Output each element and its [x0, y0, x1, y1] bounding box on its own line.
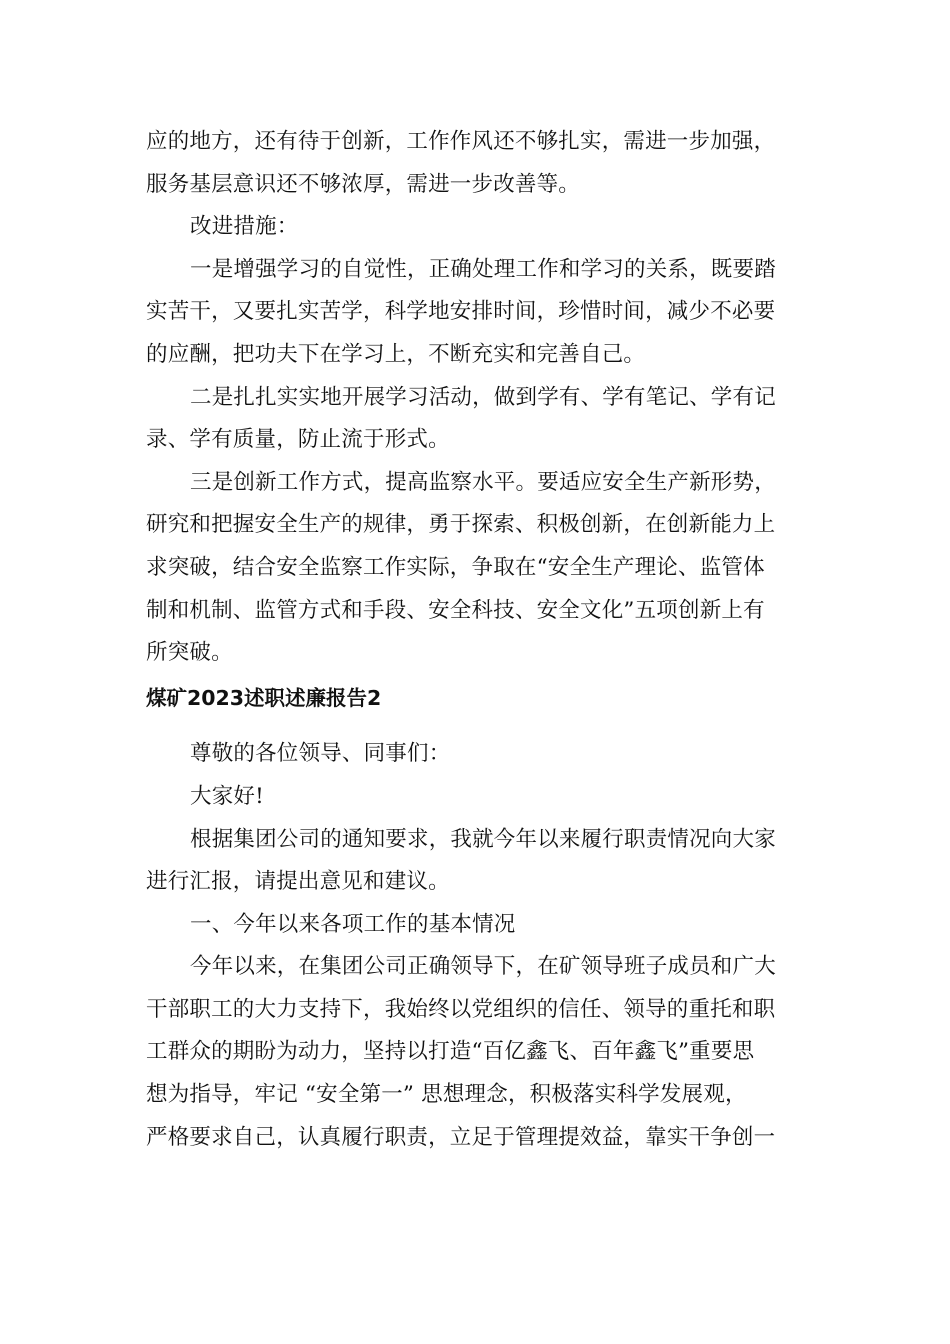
- part-one-line-2: 干部职工的大力支持下，我始终以党组织的信任、领导的重托和职: [146, 996, 776, 1022]
- measure-one-line-2: 实苦干，又要扎实苦学，科学地安排时间，珍惜时间，减少不必要: [146, 299, 776, 325]
- measure-three-line-5: 所突破。: [146, 640, 233, 666]
- intro-line-1: 根据集团公司的通知要求，我就今年以来履行职责情况向大家: [190, 826, 776, 852]
- continuation-line-2: 服务基层意识还不够浓厚，需进一步改善等。: [146, 171, 581, 197]
- measure-three-line-4: 制和机制、监管方式和手段、安全科技、安全文化”五项创新上有: [146, 597, 765, 623]
- measure-two-line-1: 二是扎扎实实地开展学习活动，做到学有、学有笔记、学有记: [190, 384, 776, 410]
- spacer: [146, 719, 806, 733]
- part-one-heading: 一、今年以来各项工作的基本情况: [190, 911, 516, 937]
- measure-three-line-1: 三是创新工作方式，提高监察水平。要适应安全生产新形势，: [190, 469, 776, 495]
- measure-one-line-1: 一是增强学习的自觉性，正确处理工作和学习的关系，既要踏: [190, 256, 776, 282]
- section-title: 煤矿2023述职述廉报告2: [146, 685, 382, 710]
- continuation-line-1: 应的地方，还有待于创新，工作作风还不够扎实，需进一步加强，: [146, 129, 776, 154]
- greeting: 大家好!: [190, 783, 264, 809]
- measure-one-line-3: 的应酬，把功夫下在学习上，不断充实和完善自己。: [146, 341, 646, 367]
- salutation: 尊敬的各位领导、同事们：: [190, 741, 451, 767]
- measure-three-line-2: 研究和把握安全生产的规律，勇于探索、积极创新，在创新能力上: [146, 512, 776, 538]
- part-one-line-4: 想为指导，牢记 “安全第一” 思想理念，积极落实科学发展观，: [146, 1082, 747, 1108]
- part-one-line-3: 工群众的期盼为动力，坚持以打造“百亿鑫飞、百年鑫飞”重要思: [146, 1039, 755, 1065]
- document-body: [146, 121, 806, 1159]
- improvement-heading: 改进措施：: [190, 214, 299, 240]
- measure-three-line-3: 求突破，结合安全监察工作实际，争取在“安全生产理论、监管体: [146, 554, 765, 580]
- intro-line-2: 进行汇报，请提出意见和建议。: [146, 869, 450, 895]
- part-one-line-1: 今年以来，在集团公司正确领导下，在矿领导班子成员和广大: [190, 954, 776, 980]
- measure-two-line-2: 录、学有质量，防止流于形式。: [146, 427, 450, 453]
- part-one-line-5: 严格要求自己，认真履行职责，立足于管理提效益，靠实干争创一: [146, 1124, 776, 1150]
